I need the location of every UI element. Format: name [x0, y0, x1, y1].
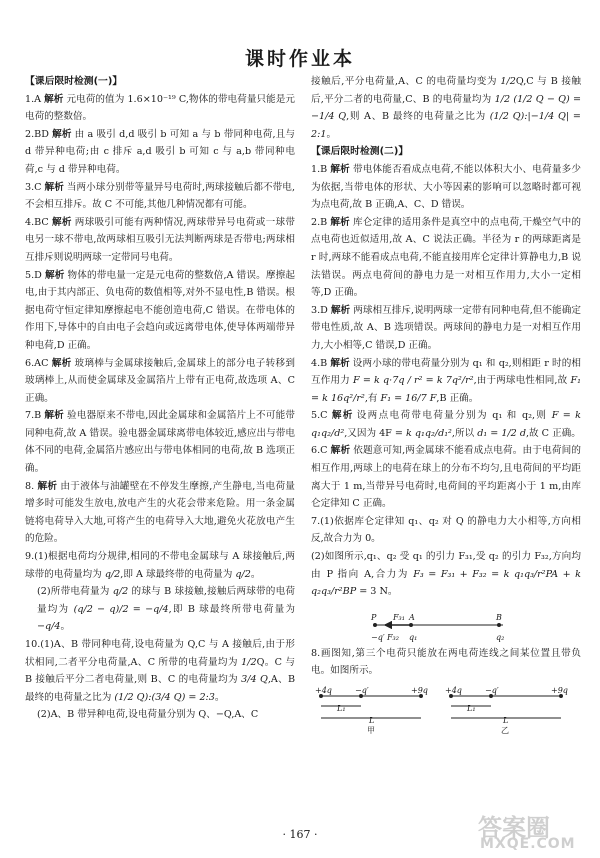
- label-q2: q₂: [496, 632, 505, 642]
- answer-9-2: (2)所带电荷量为 q/2 的球与 B 球接触,接触后两球带的电荷量均为 (q/2 − q)/2 = −q/4,即 B 球最终所带电荷量为 −q/4。: [37, 586, 295, 633]
- page-number: · 167 ·: [282, 828, 318, 841]
- left-items-3: 4.BC 解析 两球吸引可能有两种情况,两球带异号电荷或一球带电另一球不带电,故两球相互吸引无法判断两球是否带电;两球相互排斥则说明两球一定带同号电荷。: [25, 216, 295, 263]
- answer-r7-1: 7.(1)依据库仑定律知 q₁、q₂ 对 Q 的静电力大小相等,方向相反,故合力为 0。: [311, 515, 581, 545]
- right-items-2: 3.D 解析 两球相互排斥,说明两球一定带有同种电荷,但不能确定带电性质,故 A、B 选项错误。两球间的静电力是一对相互作用力,大小相等,C 错误,D 正确。: [311, 304, 581, 351]
- force-diagram: [371, 603, 511, 643]
- answer-r8: 8.画图知,第三个电荷只能放在两电荷连线之间某位置且带负电。如图所示。: [311, 647, 581, 677]
- charge-diagram: [311, 682, 571, 735]
- label-jia: 甲: [367, 726, 375, 735]
- section-header-2: 【课后限时检测(二)】: [311, 146, 409, 158]
- label-l1-a: L₁: [337, 704, 346, 713]
- right-items: [311, 161, 581, 355]
- answer-r7-2: (2)如图所示,q₁、q₂ 受 q₁ 的引力 F₃₁,受 q₂ 的引力 F₃₂,方向均由 P 指向 A,合力为 F₃ = F₃₁ + F₃₂ = k q₁q₃/r²PA + k q₂q₃/r²BP = 3 N。: [311, 551, 581, 598]
- left-items-7: 8. 解析 由于液体与油罐壁在不停发生摩擦,产生静电,当电荷量增多时可能发生放电,放电产生的火花会带来危险。用一条金属链将电荷导入大地,可将产生的电荷导入大地,避免火花放电产生的危险。: [25, 480, 296, 545]
- left-items-5: 6.AC 解析 玻璃棒与金属球接触后,金属球上的部分电子转移到玻璃棒上,从而使金属球及金属箔片上带有正电荷,故选项 A、C 正确。: [25, 357, 295, 404]
- right-column: [311, 73, 582, 735]
- left-items-2: 3.C 解析 当两小球分别带等量异号电荷时,两球接触后都不带电,不会相互排斥。故 C 不可能,其他几种情况都有可能。: [25, 181, 295, 211]
- label-f32: F₃₂: [387, 632, 399, 642]
- left-items-0: 1.A 解析 元电荷的值为 1.6×10⁻¹⁹ C,物体的带电荷量只能是元电荷的整数倍。: [25, 93, 296, 123]
- answer-r4: 4.B 解析 设两小球的带电荷量分别为 q₁ 和 q₂,则相距 r 时的相互作用力 F = k q·7q / r² = k 7q²/r²,由于两球电性相同,故 F₁ = k 16q²/r²,有 F₁ = 16/7 F,B 正确。: [311, 357, 582, 404]
- answer-r5: 5.C 解析 设两点电荷带电荷量分别为 q₁ 和 q₂,则 F = k q₁q₂/d²,又因为 4F = k q₁q₂/d₁²,所以 d₁ = 1/2 d,故 C 正确。: [311, 410, 581, 439]
- answer-10-2: (2)A、B 带异种电荷,设电荷量分别为 Q、−Q,A、C: [37, 709, 259, 721]
- label-q3-b: −q′: [485, 686, 499, 695]
- label-a: A: [409, 612, 415, 622]
- label-f31: F₃₁: [393, 612, 405, 622]
- section-header-1: 【课后限时检测(一)】: [25, 76, 123, 87]
- right-items-0: 1.B 解析 带电体能否看成点电荷,不能以体积大小、电荷量多少为依据,当带电体的形状、大小等因素的影响可以忽略时都可视为点电荷,故 B 正确,A、C、D 错误。: [311, 163, 581, 211]
- left-items: [25, 91, 295, 548]
- label-b: B: [496, 612, 502, 622]
- label-q3-a: −q′: [355, 686, 369, 695]
- label-p4q-b: +4q: [445, 686, 462, 695]
- left-items-1: 2.BD 解析 由 a 吸引 d,d 吸引 b 可知 a 与 b 带同种电荷,且与 d 带异种电荷;由 c 排斥 a,d 吸引 b 可知 c 与 a,b 带同种电荷,c 与 d 带异种电荷。: [25, 128, 296, 175]
- answer-10-2-cont: 接触后,平分电荷量,A、C 的电荷量均变为 1/2Q,C 与 B 接触后,平分二者的电荷量,C、B 的电荷量均为 1/2 (1/2 Q − Q) = −1/4 Q,则 A、B 最终的电荷量之比为 (1/2 Q):|−1/4 Q| = 2:1。: [311, 76, 581, 140]
- label-q3: −q′: [371, 632, 385, 642]
- label-p4q-a: +4q: [315, 686, 332, 695]
- label-l-b: L: [503, 716, 509, 725]
- answer-9-1: 9.(1)根据电荷均分规律,相同的不带电金属球与 A 球接触后,两球带的电荷量均为 q/2,即 A 球最终带的电荷量为 q/2。: [25, 551, 295, 580]
- label-p: P: [371, 612, 377, 622]
- label-p9q-a: +9q: [411, 686, 428, 695]
- label-p9q-b: +9q: [551, 686, 568, 695]
- answer-r6: 6.C 解析 依题意可知,两金属球不能看成点电荷。由于电荷间的相互作用,两球上的电荷在球上的分布不均匀,且电荷间的平均距离大于 1 m,当带异号电荷时,电荷间的平均距离小于 1 m,由库仑定律知 C 正确。: [311, 445, 581, 510]
- label-l1-b: L₁: [467, 704, 476, 713]
- charge-diagram-svg: [311, 682, 571, 732]
- page-title: 课时作业本: [244, 48, 355, 70]
- watermark-logo: 答案圈 MXQE.COM: [478, 814, 576, 852]
- label-l-a: L: [369, 716, 375, 725]
- left-items-4: 5.D 解析 物体的带电量一定是元电荷的整数倍,A 错误。摩擦起电,由于其内部正、负电荷的数值相等,对外不显电性,B 错误。根据电荷守恒定律知摩擦起电不能创造电荷,C 错误。在带电体的作用下,导体中的自由电子会趋向或远离带电体,使导体两端带异种电荷,D 正确。: [25, 269, 296, 351]
- answer-10-1: 10.(1)A、B 带同种电荷,设电荷量为 Q,C 与 A 接触后,由于形状相同,二者平分电荷量,A、C 所带的电荷量均为 1/2Q。C 与 B 接触后平分二者电荷量,则 B、C 的电荷量均为 3/4 Q,A、B 最终的电荷量之比为 (1/2 Q):(3/4 Q) = 2:3。: [25, 639, 295, 703]
- label-yi: 乙: [501, 726, 509, 735]
- left-column: [25, 73, 295, 724]
- right-items-1: 2.B 解析 库仑定律的适用条件是真空中的点电荷,干燥空气中的点电荷也近似适用,故 A、C 说法正确。半径为 r 的两球距离是 r 时,两球不能看成点电荷,不能直接用库仑定律计算静电力,B 说法错误。两点电荷间的静电力是一对相互作用力,大小一定相等,D 正确。: [311, 216, 581, 299]
- left-items-6: 7.B 解析 验电器原来不带电,因此金属球和金属箔片上不可能带同种电荷,故 A 错误。验电器金属球离带电体较近,感应出与带电体不同的电荷,金属箔片感应出与带电体相同的电荷,故 B 选项正确。: [25, 410, 295, 475]
- label-q1: q₁: [409, 632, 418, 642]
